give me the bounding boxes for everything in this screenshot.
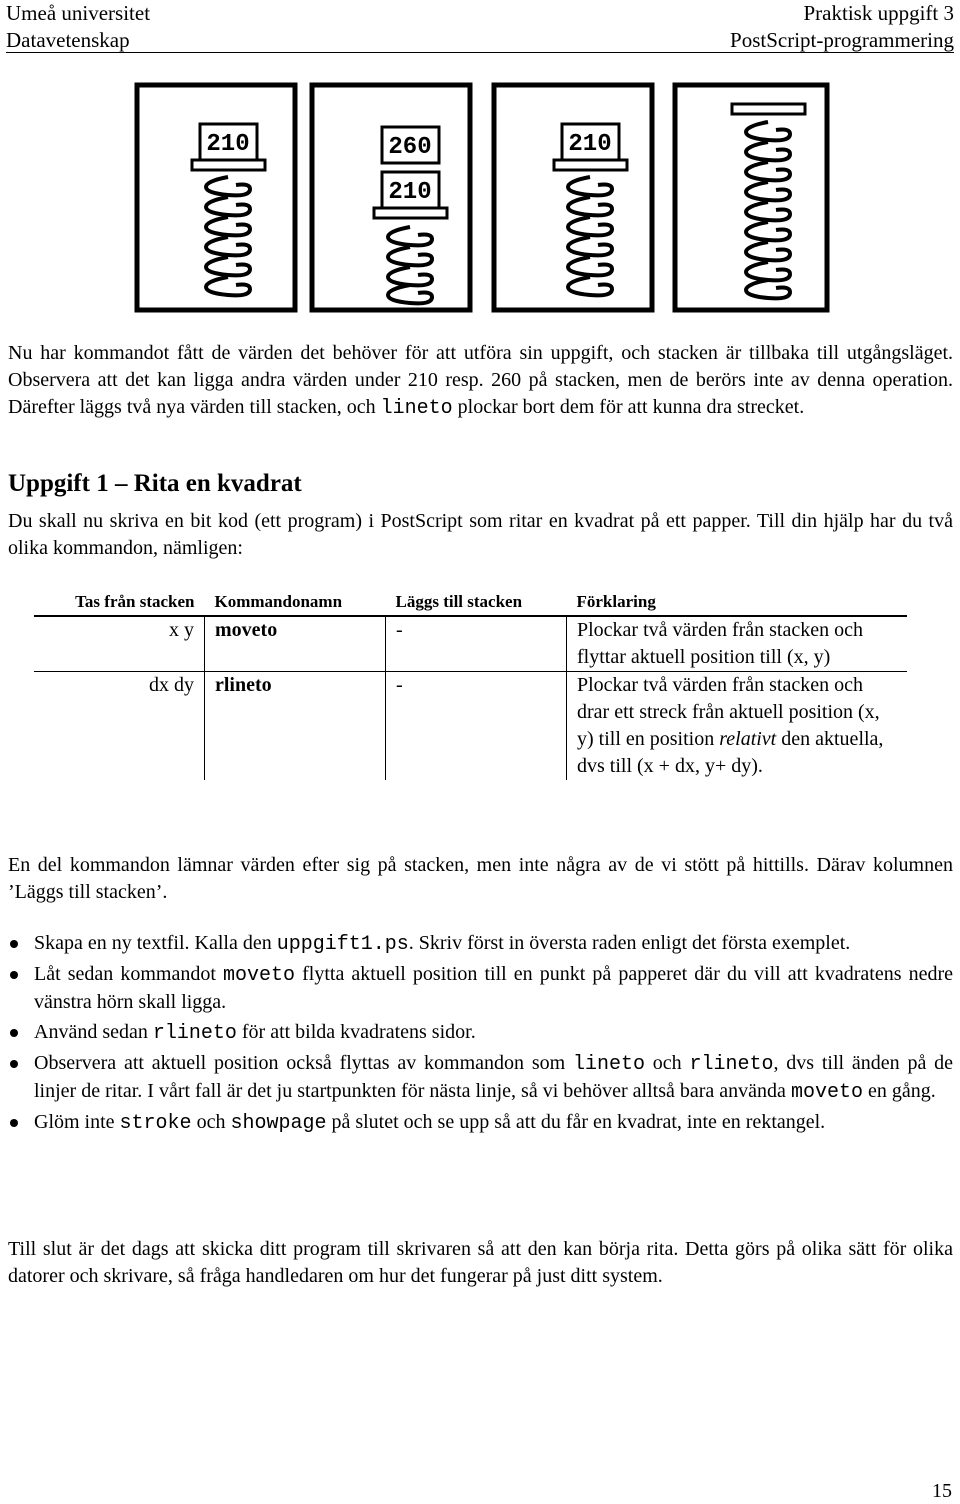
- paragraph-stack-explanation: Nu har kommandot fått de värden det behöver för att utföra sin uppgift, och stacken är tillbaka till utgångsläget. Observera att det kan ligga andra värden under 210 resp. 260 på stacken, men de berörs inte av denna operation. Därefter läggs två nya värden till stacken, och lineto plockar bort dem för att kunna dra strecket.: [8, 342, 953, 420]
- cell-pushes: -: [386, 672, 567, 781]
- stack-panel-3: [494, 85, 652, 310]
- cell-command-name: moveto: [205, 616, 386, 672]
- header-left: [6, 0, 150, 54]
- code-rlineto: rlineto: [152, 1022, 237, 1045]
- code-filename: uppgift1.ps: [276, 933, 409, 956]
- cell-takes: x y: [34, 616, 205, 672]
- paragraph-conclusion: Till slut är det dags att skicka ditt program till skrivaren så att den kan börja rita. Detta görs på olika sätt för olika datorer och skrivare, så fråga handledaren om hur det fungerar på just ditt system.: [8, 1238, 953, 1287]
- stack-spring-figure: [132, 82, 832, 319]
- cell-takes: dx dy: [34, 672, 205, 781]
- university-name: Umeå universitet: [6, 1, 151, 25]
- table-header-row: [34, 588, 907, 616]
- list-item: Skapa en ny textfil. Kalla den uppgift1.ps. Skriv först in översta raden enligt det första exemplet.: [8, 930, 953, 958]
- section-heading: Uppgift 1 – Rita en kvadrat: [8, 470, 302, 497]
- code-showpage: showpage: [230, 1112, 327, 1135]
- column-header: Kommandonamn: [205, 588, 386, 616]
- stack-panel-2: [312, 85, 470, 310]
- code-rlineto: rlineto: [689, 1053, 774, 1076]
- list-item: Observera att aktuell position också flyttas av kommandon som lineto och rlineto, dvs till änden på de linjer de ritar. I vårt fall är det ju startpunkten för nästa linje, så vi behöver alltså bara använda moveto en gång.: [8, 1050, 953, 1106]
- code-moveto: moveto: [223, 964, 296, 987]
- column-header: Läggs till stacken: [386, 588, 567, 616]
- cell-explanation: Plockar två värden från stacken och flyttar aktuell position till (x, y): [567, 616, 908, 672]
- table-row: [34, 672, 907, 781]
- column-header: Förklaring: [567, 588, 908, 616]
- instruction-list: [8, 930, 953, 1140]
- bullet-icon: [10, 971, 18, 979]
- stack-panel-1: [137, 85, 295, 310]
- table-row: [34, 616, 907, 672]
- cell-command-name: rlineto: [205, 672, 386, 781]
- header-right: [730, 0, 954, 54]
- code-lineto: lineto: [572, 1053, 645, 1076]
- bullet-icon: [10, 1060, 18, 1068]
- bullet-icon: [10, 940, 18, 948]
- code-lineto: lineto: [380, 397, 453, 420]
- page-header: [6, 0, 954, 53]
- command-table: [34, 588, 907, 780]
- code-moveto: moveto: [790, 1081, 863, 1104]
- stack-value: 210: [568, 131, 612, 158]
- stack-spring-illustration: [132, 82, 832, 314]
- paragraph-intro: Du skall nu skriva en bit kod (ett program) i PostScript som ritar en kvadrat på ett papper. Till din hjälp har du två olika kommandon, nämligen:: [8, 510, 953, 559]
- page-number: 15: [932, 1480, 952, 1502]
- list-item: Använd sedan rlineto för att bilda kvadratens sidor.: [8, 1019, 953, 1047]
- assignment-title: Praktisk uppgift 3: [803, 1, 954, 25]
- stack-value: 210: [388, 179, 432, 206]
- code-stroke: stroke: [119, 1112, 192, 1135]
- bullet-icon: [10, 1029, 18, 1037]
- list-item: Låt sedan kommandot moveto flytta aktuell position till en punkt på papperet där du vill att kvadratens nedre vänstra hörn skall ligga.: [8, 961, 953, 1016]
- cell-pushes: -: [386, 616, 567, 672]
- emphasis: relativt: [719, 728, 777, 750]
- stack-value: 210: [206, 131, 250, 158]
- stack-value: 260: [388, 134, 432, 161]
- course-topic: PostScript-programmering: [730, 28, 954, 52]
- cell-explanation: Plockar två värden från stacken och drar ett streck från aktuell position (x, y) till en position relativt den aktuella, dvs till (x + dx, y+ dy).: [577, 674, 884, 777]
- bullet-icon: [10, 1119, 18, 1127]
- column-header: Tas från stacken: [34, 588, 205, 616]
- paragraph-note: En del kommandon lämnar värden efter sig på stacken, men inte några av de vi stött på hittills. Därav kolumnen ’Läggs till stacken’.: [8, 854, 953, 903]
- department-name: Datavetenskap: [6, 28, 130, 52]
- stack-panel-4: [675, 85, 827, 310]
- list-item: Glöm inte stroke och showpage på slutet och se upp så att du får en kvadrat, inte en rektangel.: [8, 1109, 953, 1137]
